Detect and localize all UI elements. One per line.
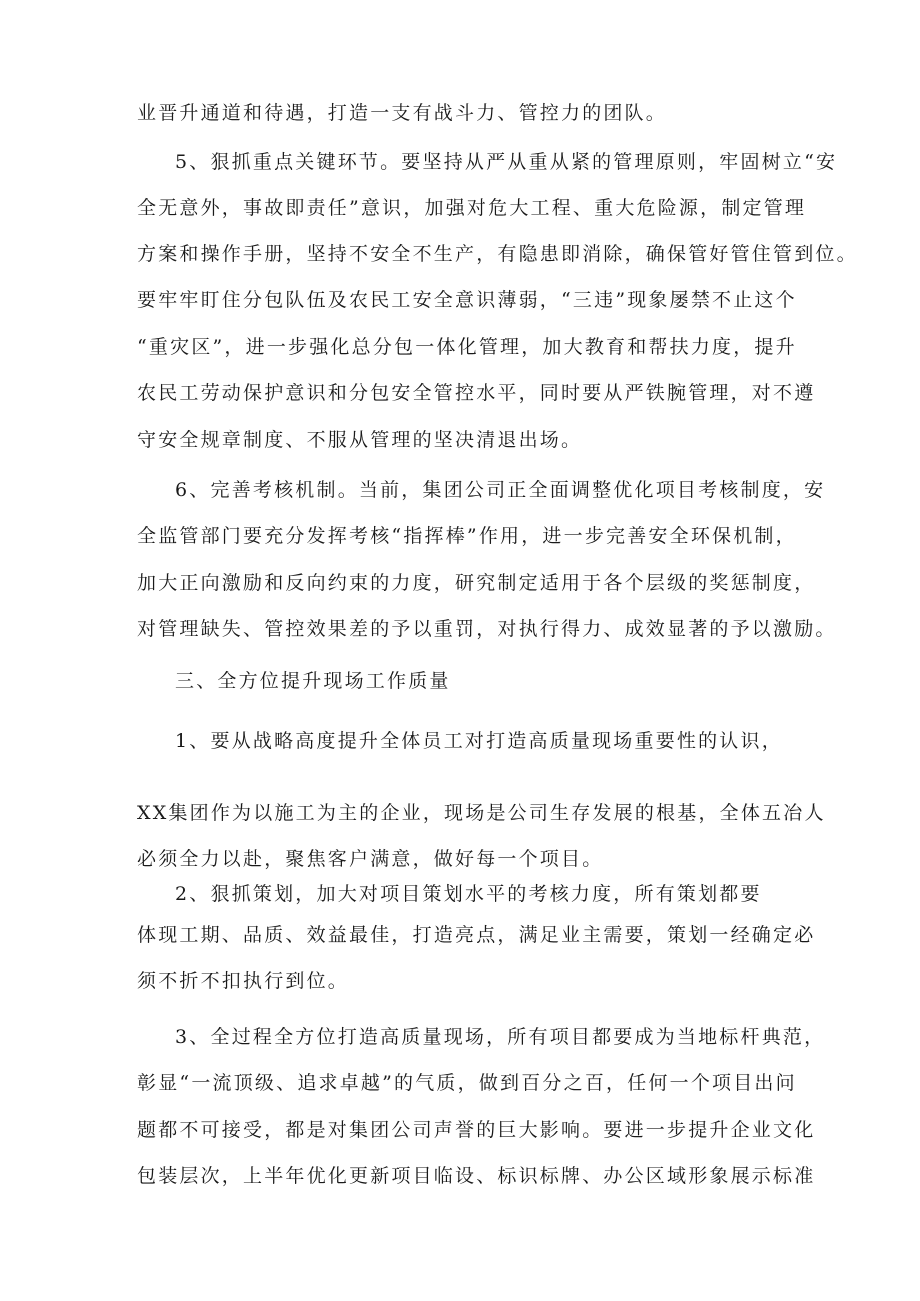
text-line: 对管理缺失、管控效果差的予以重罚，对执行得力、成效显著的予以激励。 — [137, 618, 837, 640]
paragraph-6-start: 6、完善考核机制。当前，集团公司正全面调整优化项目考核制度，安 — [175, 479, 826, 501]
paragraph-2-start: 2、狠抓策划，加大对项目策划水平的考核力度，所有策划都要 — [175, 883, 762, 905]
text-line: 全监管部门要充分发挥考核“指挥棒”作用，进一步完善安全环保机制， — [137, 525, 797, 547]
text-line: 全无意外，事故即责任”意识，加强对危大工程、重大危险源，制定管理 — [137, 197, 807, 219]
text-line: 必须全力以赴，聚焦客户满意，做好每一个项目。 — [137, 848, 604, 870]
text-line: XX集团作为以施工为主的企业，现场是公司生存发展的根基，全体五冶人 — [137, 802, 826, 824]
text-line: 体现工期、品质、效益最佳，打造亮点，满足业主需要，策划一经确定必 — [137, 924, 816, 946]
text-line: 题都不可接受，都是对集团公司声誉的巨大影响。要进一步提升企业文化 — [137, 1119, 816, 1141]
text-line: 加大正向激励和反向约束的力度，研究制定适用于各个层级的奖惩制度， — [137, 572, 816, 594]
text-line: 要牢牢盯住分包队伍及农民工安全意识薄弱，“三违”现象屡禁不止这个 — [137, 289, 797, 311]
text-line: “重灾区”，进一步强化总分包一体化管理，加大教育和帮扶力度，提升 — [137, 336, 797, 358]
text-line: 方案和操作手册，坚持不安全不生产，有隐患即消除，确保管好管住管到位。 — [137, 243, 858, 265]
text-line: 守安全规章制度、不服从管理的坚决清退出场。 — [137, 429, 583, 451]
text-line: 业晋升通道和待遇，打造一支有战斗力、管控力的团队。 — [137, 102, 668, 124]
text-line: 彰显“一流顶级、追求卓越”的气质，做到百分之百，任何一个项目出问 — [137, 1072, 797, 1094]
text-line: 包装层次，上半年优化更新项目临设、标识标牌、办公区域形象展示标准 — [137, 1165, 816, 1187]
text-line: 须不折不扣执行到位。 — [137, 970, 350, 992]
text-line: 农民工劳动保护意识和分包安全管控水平，同时要从严铁腕管理，对不遵 — [137, 382, 816, 404]
paragraph-3-start: 3、全过程全方位打造高质量现场，所有项目都要成为当地标杆典范， — [175, 1026, 826, 1048]
paragraph-5-start: 5、狠抓重点关键环节。要坚持从严从重从紧的管理原则，牢固树立“安 — [175, 151, 838, 173]
section-heading: 三、全方位提升现场工作质量 — [175, 670, 451, 692]
paragraph-1-start: 1、要从战略高度提升全体员工对打造高质量现场重要性的认识， — [175, 730, 783, 752]
